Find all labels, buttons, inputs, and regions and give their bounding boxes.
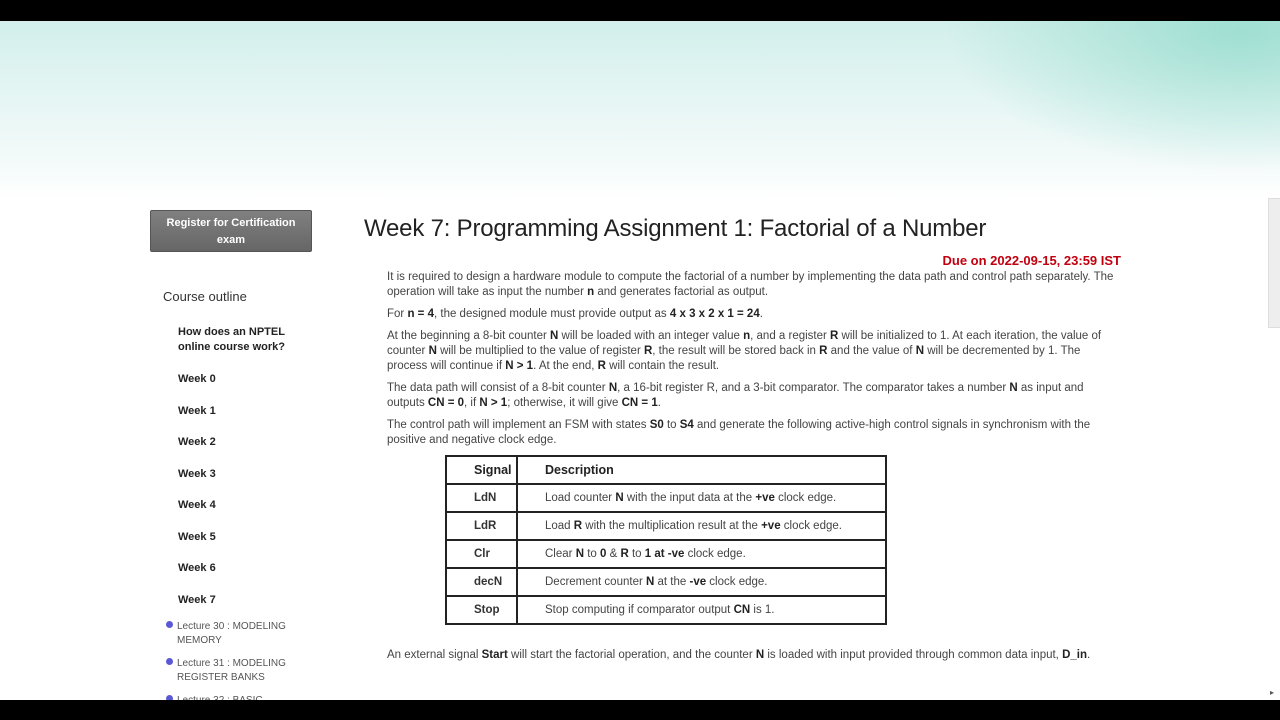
scroll-down-arrow-icon[interactable]: ▸	[1270, 688, 1275, 697]
paragraph-intro: It is required to design a hardware module to compute the factorial of a number by implementing the data path and control path separately. The operation will take as input the number n and generates factorial as output.	[387, 271, 1114, 298]
lecture-31-label: Lecture 31 : MODELING REGISTER BANKS	[177, 658, 286, 683]
video-letterbox-bottom	[0, 700, 1280, 720]
table-row	[446, 512, 886, 540]
register-certification-button[interactable]: Register for Certification exam	[150, 210, 312, 252]
lecture-30-label: Lecture 30 : MODELING MEMORY	[177, 621, 286, 646]
nav-week-7[interactable]: Week 7	[178, 594, 216, 606]
signal-name: LdN	[446, 484, 517, 512]
signal-name: Stop	[446, 596, 517, 624]
signal-name: decN	[446, 568, 517, 596]
assignment-description	[387, 270, 1122, 670]
signal-description: Load counter N with the input data at the +ve clock edge.	[517, 484, 886, 512]
assignment-title: Week 7: Programming Assignment 1: Factorial of a Number	[364, 215, 987, 242]
signal-description: Decrement counter N at the -ve clock edge.	[517, 568, 886, 596]
control-signals-table	[445, 455, 887, 625]
nav-week-2[interactable]: Week 2	[178, 436, 216, 448]
paragraph-start-signal: An external signal Start will start the factorial operation, and the counter N is loaded with input provided through common data input, D_in.	[387, 649, 1091, 661]
lecture-30-link[interactable]	[166, 620, 306, 648]
due-date: Due on 2022-09-15, 23:59 IST	[942, 253, 1121, 268]
nav-how-nptel-works[interactable]: How does an NPTEL online course work?	[178, 326, 285, 353]
nav-week-0[interactable]: Week 0	[178, 373, 216, 385]
paragraph-example: For n = 4, the designed module must provide output as 4 x 3 x 2 x 1 = 24.	[387, 308, 763, 320]
page-scrollbar-thumb[interactable]	[1268, 198, 1280, 328]
nav-week-3[interactable]: Week 3	[178, 468, 216, 480]
bullet-icon	[166, 658, 173, 665]
table-row	[446, 568, 886, 596]
nav-week-6[interactable]: Week 6	[178, 562, 216, 574]
table-row	[446, 484, 886, 512]
column-header-signal: Signal	[446, 456, 517, 484]
signal-description: Load R with the multiplication result at the +ve clock edge.	[517, 512, 886, 540]
course-outline-heading: Course outline	[163, 289, 247, 304]
video-letterbox-top	[0, 0, 1280, 21]
nav-week-5[interactable]: Week 5	[178, 531, 216, 543]
paragraph-controlpath: The control path will implement an FSM with states S0 to S4 and generate the following active-high control signals in synchronism with the positive and negative clock edge.	[387, 419, 1091, 446]
column-header-description: Description	[517, 456, 886, 484]
table-row	[446, 596, 886, 624]
bullet-icon	[166, 621, 173, 628]
table-row	[446, 540, 886, 568]
signal-name: Clr	[446, 540, 517, 568]
signal-description: Stop computing if comparator output CN is 1.	[517, 596, 886, 624]
signal-name: LdR	[446, 512, 517, 540]
nav-week-1[interactable]: Week 1	[178, 405, 216, 417]
nav-week-4[interactable]: Week 4	[178, 499, 216, 511]
lecture-31-link[interactable]	[166, 657, 306, 685]
header-banner	[0, 21, 1280, 198]
signal-description: Clear N to 0 & R to 1 at -ve clock edge.	[517, 540, 886, 568]
paragraph-datapath: The data path will consist of a 8-bit counter N, a 16-bit register R, and a 3-bit comparator. The comparator takes a number N as input and outputs CN = 0, if N > 1; otherwise, it will give CN = 1.	[387, 382, 1084, 409]
paragraph-process: At the beginning a 8-bit counter N will be loaded with an integer value n, and a register R will be initialized to 1. At each iteration, the value of counter N will be multiplied to the value of register R, the result will be stored back in R and the value of N will be decremented by 1. The process will continue if N > 1. At the end, R will contain the result.	[387, 330, 1102, 372]
table-header-row	[446, 456, 886, 484]
